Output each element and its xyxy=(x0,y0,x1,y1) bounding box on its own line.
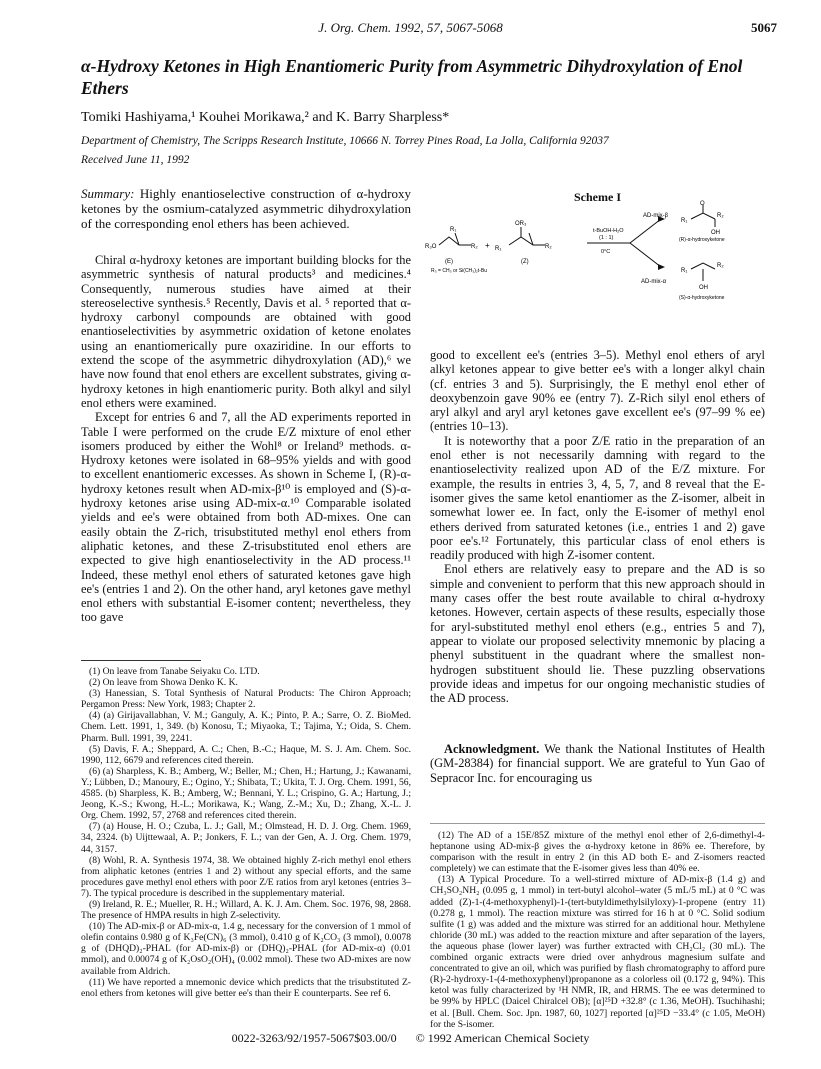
footnote: (11) We have reported a mnemonic device which predicts that the trisubstituted Z-enol ethers from ketones will give better ee's than their E counterparts. See ref 6. xyxy=(81,976,411,999)
footnote: (6) (a) Sharpless, K. B.; Amberg, W.; Beller, M.; Chen, H.; Hartung, J.; Kawanami, Y.; Lübben, D.; Manoury, E.; Ogino, Y.; Shibata, T.; Ukita, T. J. Org. Chem. 1991, 56, 4585. (b) Sharpless, K. B.; Amberg, W.; Bennani, Y. L.; Crispino, G. A.; Hartung, J.; Jeong, K.-S.; Kwong, H.-L.; Morikawa, K.; Wang, Z.-M.; Xu, D.; Zhang, X.-L. J. Org. Chem. 1992, 57, 2768 and references cited therein. xyxy=(81,765,411,822)
article-title: α-Hydroxy Ketones in High Enantiomeric Purity from Asymmetric Dihydroxylation of Enol Ethers xyxy=(81,56,743,98)
reaction-scheme xyxy=(425,201,765,305)
summary xyxy=(81,186,411,231)
affiliation: Department of Chemistry, The Scripps Research Institute, 10666 N. Torrey Pines Road, La Jolla, California 92037 xyxy=(81,135,609,147)
summary-text: Highly enantioselective construction of α-hydroxy ketones by the osmium-catalyzed asymmetric dihydroxylation of the corresponding enol ethers has been achieved. xyxy=(81,186,411,231)
scheme-label: R₁ xyxy=(681,218,688,224)
scheme-label: OH xyxy=(711,230,720,236)
scheme-label: R₁ xyxy=(681,268,688,274)
left-column xyxy=(81,186,411,625)
copyright: © 1992 American Chemical Society xyxy=(415,1031,590,1045)
scheme-bond xyxy=(630,219,661,243)
footnote: (10) The AD-mix-β or AD-mix-α, 1.4 g, necessary for the conversion of 1 mmol of olefin contains 0.980 g of K₃Fe(CN)₆ (3 mmol), 0.410 g of K₂CO₃ (3 mmol), 0.0078 g of (DHQD)₂-PHAL (for AD-mix-β) or (DHQ)₂-PHAL (for AD-mix-α) (0.01 mmol), and 0.00074 g of K₂OsO₂(OH)₄ (0.002 mmol). These two AD-mixes are now available from Aldrich. xyxy=(81,921,411,977)
footnote: (7) (a) House, H. O.; Czuba, L. J.; Gall, M.; Olmstead, H. D. J. Org. Chem. 1969, 34, 2324. (b) Uijttewaal, A. P.; Jonkers, F. L.; van der Gen, A. J. Org. Chem. 1979, 44, 3157. xyxy=(81,821,411,855)
scheme-label: + xyxy=(485,241,490,250)
ack-label: Acknowledgment. xyxy=(444,742,540,756)
scheme-bond xyxy=(691,213,715,219)
authors: Tomiki Hashiyama,¹ Kouhei Morikawa,² and K. Barry Sharpless* xyxy=(81,110,450,125)
footnote-rule xyxy=(81,660,201,661)
acknowledgment xyxy=(430,742,765,785)
footnotes-right xyxy=(430,830,765,1030)
body-paragraph: Except for entries 6 and 7, all the AD experiments reported in Table I were performed on the crude E/Z mixture of enol ether isomers produced by either the Wohl⁸ or Ireland⁹ methods. α-Hydroxy ketones were isolated in 68–95% yields and with good to excellent enantiomeric excesses. As shown in Scheme I, (R)-α-hydroxy ketones result when AD-mix-β¹⁰ is employed and (S)-α-hydroxy ketones arise using AD-mix-α.¹⁰ Comparable isolated yields and ee's were obtained from both AD-mixes. One can easily obtain the Z-rich, trisubstituted methyl enol ethers from aliphatic ketones, and these Z-trisubstituted enol ethers are expected to give high enantioselectivity in the AD process.¹¹ Indeed, these methyl enol ethers of saturated ketones gave high ee's (entries 1 and 2). On the other hand, aryl ketones gave methyl enol ethers with substantial E-isomer content; nevertheless, they too gave xyxy=(81,410,411,625)
ack-text: We thank the National Institutes of Health (GM-28384) for financial support. We are grateful to Yun Gao of Sepracor Inc. for encouraging us xyxy=(430,742,765,785)
received-date: Received June 11, 1992 xyxy=(81,154,190,166)
footnote-rule xyxy=(430,823,765,824)
r3-definition: R₃ = CH₃ or Si(CH₃)₂t-Bu xyxy=(431,268,487,274)
body-paragraph: It is noteworthy that a poor Z/E ratio in the preparation of an enol ether is not necessarily damning with regard to the enantioselectivity realized upon AD of the E/Z mixture. For example, the results in entries 3, 4, 5, 7, and 8 reveal that the E-isomer gives the same ketol enantiomer as the Z-isomer, albeit in somewhat lower ee. In fact, only the E-isomer of methyl enol ethers derived from saturated ketones (i.e., entries 1 and 2) gave poor ee's.¹² Fortunately, this particular class of enol ethers is readily produced with high Z-isomer content. xyxy=(430,433,765,563)
footnote: (2) On leave from Showa Denko K. K. xyxy=(89,677,238,689)
footnote: (9) Ireland, R. E.; Mueller, R. H.; Willard, A. K. J. Am. Chem. Soc. 1976, 98, 2868. The presence of HMPA results in high Z-selectivity. xyxy=(81,898,411,922)
summary-label: Summary: xyxy=(81,186,135,201)
footnotes-left xyxy=(81,666,411,999)
right-column xyxy=(430,348,765,705)
footnote: (12) The AD of a 15E/85Z mixture of the methyl enol ether of 2,6-dimethyl-4-heptanone using AD-mix-β gives the α-hydroxy ketone in 86% ee. Therefore, by comparison with the result in entry 2 (in this AD both E- and Z-isomers reacted completely) we can estimate that the E-isomer gives less than 40% ee. xyxy=(430,830,765,875)
scheme-label: OH xyxy=(699,285,708,291)
footnote: (13) A Typical Procedure. To a well-stirred mixture of AD-mix-β (1.4 g) and CH₃SO₂NH₂ (0.095 g, 1 mmol) in tert-butyl alcohol–water (5 mL/5 mL) at 0 °C was added (Z)-1-(4-methoxyphenyl)-1-(tert-butyldimethylsilyloxy)-1-propene (entry 11) (0.278 g, 1 mmol). The reaction mixture was stirred for 16 h at 0 °C. Solid sodium sulfite (1 g) was added and the mixture was stirred for an additional hour. Methylene chloride (30 mL) was added to the reaction mixture and after separation of the layers, the aqueous phase (lower layer) was further extracted with CH₂Cl₂ (30 mL). The combined organic extracts were dried over anhydrous magnesium sulfate and concentrated to give an oil, which was purified by flash chromatography to afford pure (R)-2-hydroxy-1-(4-methoxyphenyl)propanone as a colorless oil (0.172 g, 94%). This ketol was fully characterized by ¹H NMR, IR, and HRMS. The ee was determined to be 99% by HPLC (Daicel Chiralcel OB); [α]²⁵D +32.8° (c 1.36, MeOH). Tsuchihashi; et al. [Bull. Chem. Soc. Jpn. 1987, 60, 1027] reported [α]²⁵D −33.4° (c 1.05, MeOH) for the S-isomer. xyxy=(430,874,765,1030)
scheme-label: R₁ xyxy=(495,246,502,252)
scheme-label: R₂ xyxy=(717,213,724,219)
conditions-temperature: 0°C xyxy=(601,249,611,255)
body-paragraph: good to excellent ee's (entries 3–5). Methyl enol ethers of aryl alkyl ketones appear to give better ee's with a longer alkyl chain (cf. entries 3 and 5). Surprisingly, the E methyl enol ether of deoxybenzoin gave 90% ee (entry 7). Z-Rich silyl enol ethers of aryl alkyl and aryl aryl ketones gave excellent ee's (97–99 % ee) (entries 10–13). xyxy=(430,348,765,434)
reagent-ad-mix-alpha: AD-mix-α xyxy=(641,279,667,285)
scheme-bond xyxy=(630,243,661,267)
scheme-label: R₁ xyxy=(450,227,457,233)
scheme-title: Scheme I xyxy=(574,190,621,204)
product-r: (R)-α-hydroxyketone xyxy=(679,237,725,243)
product-s: (S)-α-hydroxyketone xyxy=(679,295,725,301)
isomer-label-e: (E) xyxy=(445,259,453,265)
footnote: (4) (a) Girijavallabhan, V. M.; Ganguly, A. K.; Pinto, P. A.; Sarre, O. Z. BioMed. Chem. Lett. 1991, 1, 349. (b) Konosu, T.; Miyaoka, T.; Tajima, Y.; Oida, S. Chem. Pharm. Bull. 1991, 39, 2241. xyxy=(81,710,411,744)
conditions-solvent: t-BuOH-H₂O xyxy=(593,228,624,234)
scheme-label: OR₃ xyxy=(515,221,527,227)
scheme-label: R₃O xyxy=(425,244,437,250)
reagent-ad-mix-beta: AD-mix-β xyxy=(643,213,669,219)
arrowhead xyxy=(658,264,665,270)
scheme-label: R₂ xyxy=(471,244,478,250)
running-header: J. Org. Chem. 1992, 57, 5067-5068 xyxy=(318,20,503,35)
page-number: 5067 xyxy=(751,20,777,35)
scheme-label: O xyxy=(700,201,705,207)
footnote: (8) Wohl, R. A. Synthesis 1974, 38. We obtained highly Z-rich methyl enol ethers from aliphatic ketones (entries 1 and 2) without any special efforts, and the same procedures gave methyl enol ethers with poor Z/E ratios from aryl ketones (entries 3–7). The typical procedure is described in the supplementary material. xyxy=(81,854,411,899)
footnote: (5) Davis, F. A.; Sheppard, A. C.; Chen, B.-C.; Haque, M. S. J. Am. Chem. Soc. 1990, 112, 6679 and references cited therein. xyxy=(81,743,411,766)
page-footer xyxy=(0,1031,821,1046)
scheme-bond xyxy=(439,237,471,245)
scheme-bond xyxy=(691,263,715,269)
footnote: (3) Hanessian, S. Total Synthesis of Natural Products: The Chiron Approach; Pergamon Press: New York, 1983; Chapter 2. xyxy=(81,688,411,711)
article-code: 0022-3263/92/1957-5067$03.00/0 xyxy=(231,1031,397,1045)
scheme-bond xyxy=(509,237,545,245)
footnote: (1) On leave from Tanabe Seiyaku Co. LTD. xyxy=(89,666,260,677)
body-paragraph: Chiral α-hydroxy ketones are important building blocks for the asymmetric synthesis of natural products³ and medicines.⁴ Consequently, numerous studies have aimed at their stereoselective synthesis.⁵ Recently, Davis et al. ⁵ reported that α-hydroxy carbonyl compounds are obtained with good enantioselectivities by asymmetric oxidation of ketone enolates using an enantiomerically pure oxaziridine. In our efforts to extend the scope of the asymmetric dihydroxylation (AD),⁶ we have now found that enol ethers are excellent substrates, giving α-hydroxy ketones in high enantiomeric purity. Both alkyl and silyl enol ethers were examined. xyxy=(81,253,411,410)
conditions-ratio: (1 : 1) xyxy=(599,235,614,241)
body-paragraph: Enol ethers are relatively easy to prepare and the AD is so simple and convenient to perform that this new approach should in many cases offer the best route available to chiral α-hydroxy ketones. However, certain aspects of these results, especially those for aryl-substituted methyl enol ethers (e.g., entries 5 and 7), appear to violate our proposed selectivity mnemonic by placing a phenyl substituent in the quadrant where the smallest non-hydrogen substituent should lie. These puzzling observations provide ideas and impetus for our ongoing mechanistic studies of the AD process. xyxy=(430,562,765,706)
scheme-label: R₂ xyxy=(545,244,552,250)
scheme-label: R₂ xyxy=(717,263,724,269)
isomer-label-z: (Z) xyxy=(521,259,529,265)
